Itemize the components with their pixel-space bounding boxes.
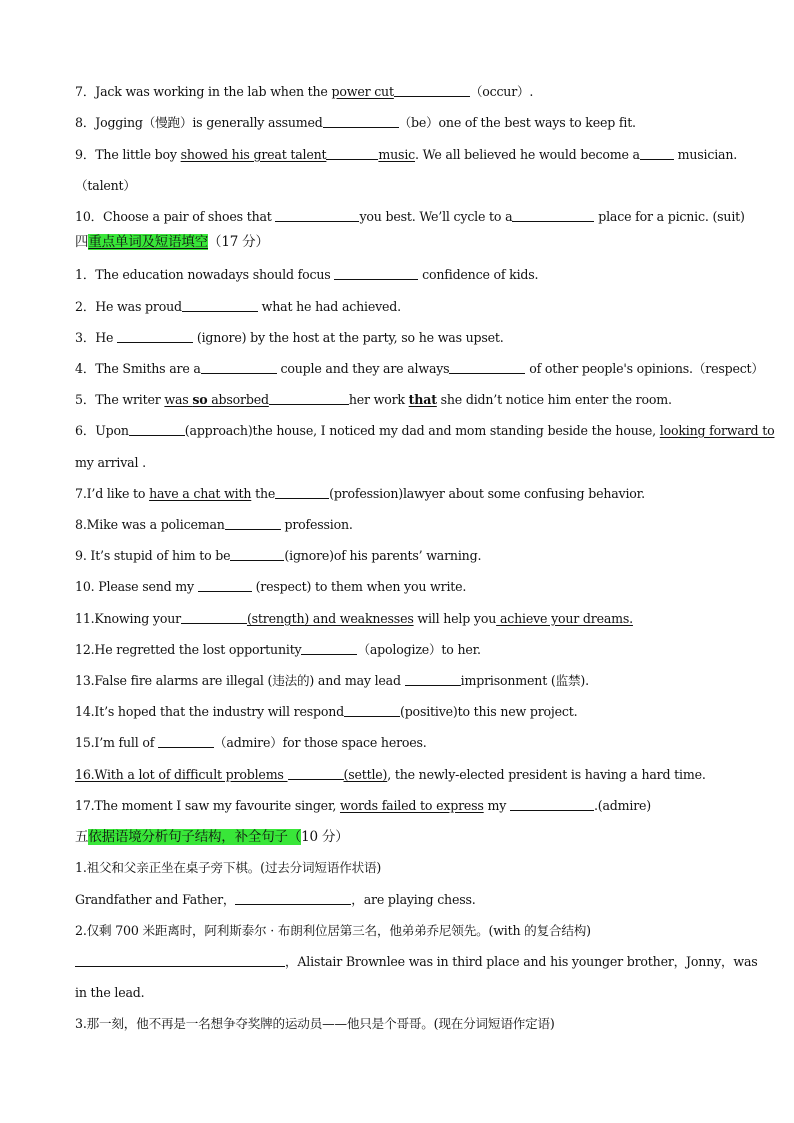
answer-blank[interactable] — [225, 517, 281, 530]
answer-blank[interactable] — [201, 361, 277, 374]
question-3-10: 10．Choose a pair of shoes that you best. We’ll cycle to a place for a picnic. (suit) — [75, 209, 745, 224]
question-4-6: 6．Upon (approach)the house, I noticed my dad and mom standing beside the house, looking forward to — [75, 423, 775, 438]
question-4-15: 15.I’m full of （admire）for those space heroes. — [75, 735, 427, 750]
answer-blank[interactable] — [275, 209, 359, 222]
answer-blank[interactable] — [117, 330, 193, 343]
question-4-14: 14.It’s hoped that the industry will respond (positive)to this new project. — [75, 704, 578, 719]
question-4-17: 17.The moment I saw my favourite singer, words failed to express my .(admire) — [75, 798, 652, 813]
question-5-1-prompt: 1.祖父和父亲正坐在桌子旁下棋。(过去分词短语作状语) — [75, 860, 382, 875]
section-4-heading: 四重点单词及短语填空（17 分） — [75, 234, 269, 250]
answer-blank[interactable] — [301, 642, 357, 655]
question-3-9: 9．The little boy showed his great talent music. We all believed he would become a musician. — [75, 147, 738, 162]
answer-blank[interactable] — [181, 611, 247, 624]
question-4-13: 13.False fire alarms are illegal (违法的) and may lead imprisonment (监禁). — [75, 673, 589, 688]
answer-blank[interactable] — [182, 299, 258, 312]
answer-blank[interactable] — [449, 361, 525, 374]
answer-blank[interactable] — [129, 423, 185, 436]
question-4-3: 3．He (ignore) by the host at the party, so he was upset. — [75, 330, 504, 345]
answer-blank[interactable] — [510, 798, 594, 811]
answer-blank[interactable] — [198, 579, 252, 592]
answer-blank[interactable] — [269, 392, 349, 405]
question-3-7: 7．Jack was working in the lab when the power cut （occur）. — [75, 84, 534, 99]
question-5-2-cont: in the lead. — [75, 985, 145, 1000]
answer-blank[interactable] — [394, 84, 470, 97]
answer-blank[interactable] — [230, 548, 284, 561]
question-3-9-hint: （talent） — [75, 178, 136, 193]
answer-blank[interactable] — [334, 267, 418, 280]
question-4-4: 4．The Smiths are a couple and they are always of other people's opinions.（respect） — [75, 361, 764, 376]
answer-blank[interactable] — [323, 115, 399, 128]
question-4-5: 5．The writer was so absorbed her work that she didn’t notice him enter the room. — [75, 392, 672, 407]
question-4-1: 1．The education nowadays should focus confidence of kids. — [75, 267, 539, 282]
question-4-10: 10. Please send my (respect) to them when you write. — [75, 579, 467, 594]
question-4-6-cont: my arrival . — [75, 455, 146, 470]
answer-blank[interactable] — [275, 486, 329, 499]
answer-blank[interactable] — [512, 209, 594, 222]
question-4-2: 2．He was proud what he had achieved. — [75, 299, 401, 314]
answer-blank[interactable] — [288, 767, 344, 780]
question-3-8: 8．Jogging（慢跑）is generally assumed （be）one of the best ways to keep fit. — [75, 115, 636, 130]
answer-blank[interactable] — [235, 892, 351, 905]
question-4-16: 16.With a lot of difficult problems (settle), the newly-elected president is having a hard time. — [75, 767, 706, 782]
answer-blank[interactable] — [344, 704, 400, 717]
answer-blank[interactable] — [75, 954, 285, 967]
question-4-11: 11.Knowing your (strength) and weaknesses will help you achieve your dreams. — [75, 611, 633, 626]
answer-blank[interactable] — [326, 147, 378, 160]
question-4-12: 12.He regretted the lost opportunity （apologize）to her. — [75, 642, 481, 657]
answer-blank[interactable] — [405, 673, 461, 686]
question-5-2: ，Alistair Brownlee was in third place and his younger brother，Jonny，was — [75, 954, 758, 970]
question-5-3-prompt: 3.那一刻，他不再是一名想争夺奖牌的运动员——他只是个哥哥。(现在分词短语作定语) — [75, 1016, 555, 1031]
question-5-2-prompt: 2.仅剩 700 米距离时，阿利斯泰尔 · 布朗利位居第三名，他弟弟乔尼领先。(with 的复合结构) — [75, 923, 591, 938]
question-4-8: 8.Mike was a policeman profession. — [75, 517, 353, 532]
section-5-heading: 五依据语境分析句子结构，补全句子（10 分） — [75, 829, 349, 845]
answer-blank[interactable] — [640, 147, 674, 160]
question-5-1: Grandfather and Father， ，are playing chess. — [75, 892, 476, 907]
question-4-7: 7.I’d like to have a chat with the (profession)lawyer about some confusing behavior. — [75, 486, 645, 501]
question-4-9: 9. It’s stupid of him to be (ignore)of his parents’ warning. — [75, 548, 482, 563]
answer-blank[interactable] — [158, 735, 214, 748]
